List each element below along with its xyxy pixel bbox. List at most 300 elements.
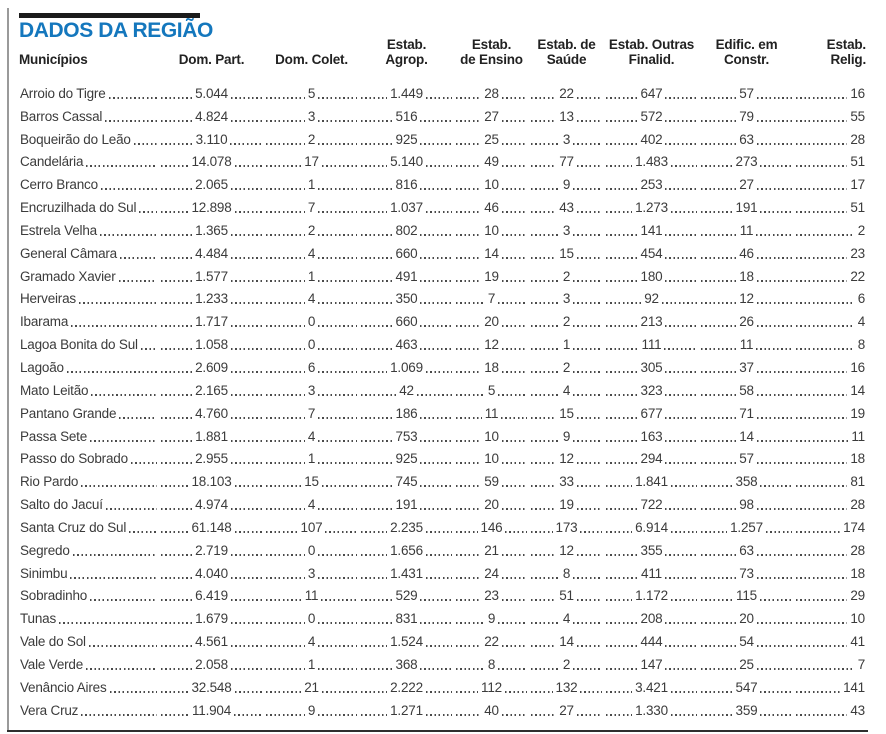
value-estab_agrop: 491: [395, 268, 418, 284]
dot-leader: [456, 371, 481, 373]
cell-estab_agrop: [359, 125, 454, 148]
dot-leader: [498, 302, 527, 304]
dot-leader: [701, 691, 733, 693]
cell-estab_outras_finalid: [604, 193, 699, 216]
dot-leader: [266, 417, 305, 419]
value-estab_outras_finalid: 677: [640, 405, 663, 421]
dot-leader: [231, 622, 262, 624]
municipio-name: Passa Sete: [20, 428, 88, 444]
cell-municipio: [19, 125, 159, 148]
dot-leader: [231, 440, 262, 442]
dot-leader: [796, 645, 847, 647]
value-estab_de_saude: 13: [559, 108, 574, 124]
cell-estab_de_ensino: [454, 536, 529, 559]
value-edific_em_constr: 273: [735, 154, 758, 170]
column-header-edific_em_constr: Edific. em Constr.: [715, 37, 778, 67]
dot-leader: [325, 531, 357, 533]
dot-leader: [456, 462, 481, 464]
dot-leader: [606, 165, 632, 167]
value-dom_part: 4.484: [195, 245, 228, 261]
dot-leader: [361, 668, 393, 670]
dot-leader: [757, 143, 792, 145]
dot-leader: [796, 462, 847, 464]
cell-estab_outras_finalid: [604, 399, 699, 422]
dot-leader: [757, 622, 792, 624]
cell-municipio: [19, 467, 159, 490]
cell-estab_de_saude: [529, 193, 604, 216]
dot-leader: [606, 302, 641, 304]
dot-leader: [577, 645, 602, 647]
dot-leader: [756, 234, 792, 236]
cell-estab_outras_finalid: [604, 125, 699, 148]
dot-leader: [456, 531, 478, 533]
cell-estab_agrop: [359, 582, 454, 605]
dot-leader: [266, 348, 305, 350]
cell-estab_de_ensino: [454, 148, 529, 171]
cell-estab_de_saude: [529, 627, 604, 650]
value-dom_part: 2.058: [195, 656, 228, 672]
column-header-estab_outras_finalid: Estab. Outras Finalid.: [608, 37, 695, 67]
value-estab_relig: 43: [850, 702, 865, 718]
dot-leader: [361, 257, 393, 259]
value-edific_em_constr: 79: [739, 108, 754, 124]
dot-leader: [531, 165, 556, 167]
value-estab_outras_finalid: 213: [640, 314, 663, 330]
cell-municipio: [19, 399, 159, 422]
value-dom_part: 2.719: [195, 542, 228, 558]
dot-leader: [456, 417, 482, 419]
dot-leader: [456, 440, 481, 442]
dot-leader: [531, 417, 556, 419]
value-edific_em_constr: 63: [739, 131, 754, 147]
cell-estab_relig: [794, 627, 866, 650]
value-estab_outras_finalid: 253: [640, 177, 663, 193]
dot-leader: [361, 485, 393, 487]
dot-leader: [701, 211, 733, 213]
dot-leader: [577, 485, 602, 487]
cell-estab_de_ensino: [454, 102, 529, 125]
cell-estab_relig: [794, 399, 866, 422]
value-estab_outras_finalid: 444: [640, 634, 663, 650]
cell-estab_relig: [794, 193, 866, 216]
dot-leader: [665, 97, 697, 99]
table-row: [19, 399, 866, 422]
value-estab_de_saude: 22: [559, 85, 574, 101]
value-estab_outras_finalid: 572: [640, 108, 663, 124]
value-estab_de_saude: 3: [562, 222, 571, 238]
cell-estab_outras_finalid: [604, 627, 699, 650]
dot-leader: [89, 645, 157, 647]
dot-leader: [501, 417, 527, 419]
value-estab_agrop: 802: [395, 222, 418, 238]
dot-leader: [701, 668, 736, 670]
dot-leader: [573, 280, 602, 282]
value-estab_relig: 11: [851, 428, 865, 444]
cell-municipio: [19, 559, 159, 582]
value-estab_de_saude: 43: [559, 200, 574, 216]
cell-dom_part: [159, 79, 264, 102]
dot-leader: [531, 257, 556, 259]
table-row: [19, 239, 866, 262]
dot-leader: [231, 394, 262, 396]
value-estab_de_ensino: 146: [480, 519, 503, 535]
value-estab_relig: 6: [857, 291, 865, 307]
dot-leader: [161, 325, 192, 327]
cell-dom_colet: [264, 125, 359, 148]
dot-leader: [266, 211, 305, 213]
value-dom_colet: 4: [307, 245, 316, 261]
cell-municipio: [19, 422, 159, 445]
cell-dom_colet: [264, 79, 359, 102]
cell-dom_part: [159, 559, 264, 582]
dot-leader: [161, 508, 192, 510]
value-dom_colet: 17: [304, 154, 319, 170]
cell-edific_em_constr: [699, 399, 794, 422]
dot-leader: [161, 645, 192, 647]
dot-leader: [531, 645, 556, 647]
value-dom_part: 1.233: [195, 291, 228, 307]
column-header-municipios: Municípios: [19, 52, 88, 67]
value-estab_relig: 55: [850, 108, 865, 124]
dot-leader: [796, 531, 840, 533]
value-dom_colet: 6: [307, 359, 316, 375]
dot-leader: [318, 645, 357, 647]
cell-estab_outras_finalid: [604, 79, 699, 102]
cell-edific_em_constr: [699, 673, 794, 696]
cell-estab_de_ensino: [454, 490, 529, 513]
value-dom_part: 4.040: [195, 565, 228, 581]
dot-leader: [426, 211, 452, 213]
dot-leader: [456, 143, 481, 145]
dot-leader: [796, 211, 847, 213]
dot-leader: [796, 234, 855, 236]
cell-municipio: [19, 330, 159, 353]
cell-estab_outras_finalid: [604, 559, 699, 582]
dot-leader: [701, 257, 736, 259]
cell-dom_colet: [264, 262, 359, 285]
value-edific_em_constr: 63: [739, 542, 754, 558]
table-row: [19, 490, 866, 513]
dot-leader: [531, 120, 556, 122]
dot-leader: [573, 440, 602, 442]
municipio-name: Lagoão: [20, 359, 64, 375]
value-estab_outras_finalid: 208: [640, 611, 663, 627]
cell-estab_agrop: [359, 696, 454, 719]
cell-estab_relig: [794, 536, 866, 559]
page-title: DADOS DA REGIÃO: [19, 19, 213, 42]
dot-leader: [318, 234, 357, 236]
dot-leader: [606, 714, 632, 716]
cell-estab_relig: [794, 559, 866, 582]
dot-leader: [456, 348, 481, 350]
dot-leader: [456, 97, 481, 99]
value-estab_outras_finalid: 411: [641, 565, 662, 581]
municipio-name: Santa Cruz do Sul: [20, 519, 127, 535]
cell-estab_agrop: [359, 353, 454, 376]
value-estab_relig: 41: [850, 634, 865, 650]
dot-leader: [573, 325, 602, 327]
cell-estab_de_saude: [529, 239, 604, 262]
cell-edific_em_constr: [699, 559, 794, 582]
value-dom_colet: 9: [307, 702, 316, 718]
dot-leader: [231, 668, 262, 670]
value-dom_colet: 1: [307, 177, 316, 193]
dot-leader: [318, 417, 357, 419]
cell-estab_relig: [794, 125, 866, 148]
dot-leader: [456, 508, 481, 510]
dot-leader: [119, 417, 157, 419]
table-row: [19, 216, 866, 239]
dot-leader: [426, 531, 452, 533]
dot-leader: [322, 691, 357, 693]
cell-estab_outras_finalid: [604, 696, 699, 719]
cell-estab_de_ensino: [454, 696, 529, 719]
value-dom_colet: 4: [307, 497, 316, 513]
dot-leader: [671, 165, 697, 167]
value-edific_em_constr: 20: [739, 611, 754, 627]
dot-leader: [796, 97, 847, 99]
cell-municipio: [19, 582, 159, 605]
dot-leader: [796, 691, 840, 693]
value-estab_agrop: 1.069: [390, 359, 423, 375]
dot-leader: [665, 440, 697, 442]
cell-estab_agrop: [359, 559, 454, 582]
value-dom_part: 6.419: [195, 588, 228, 604]
value-estab_outras_finalid: 163: [640, 428, 663, 444]
cell-dom_colet: [264, 239, 359, 262]
value-estab_outras_finalid: 141: [640, 222, 663, 238]
cell-estab_relig: [794, 490, 866, 513]
dot-leader: [757, 97, 792, 99]
value-estab_de_ensino: 112: [481, 679, 502, 695]
cell-edific_em_constr: [699, 513, 794, 536]
value-estab_de_ensino: 14: [484, 245, 499, 261]
municipio-name: Venâncio Aires: [20, 679, 107, 695]
dot-leader: [361, 280, 393, 282]
cell-dom_colet: [264, 170, 359, 193]
cell-edific_em_constr: [699, 696, 794, 719]
dot-leader: [266, 257, 305, 259]
dot-leader: [671, 599, 697, 601]
value-dom_colet: 11: [304, 588, 319, 604]
value-estab_outras_finalid: 1.330: [635, 702, 668, 718]
dot-leader: [161, 234, 192, 236]
dot-leader: [318, 462, 357, 464]
column-header-dom_part: Dom. Part.: [178, 52, 245, 67]
dot-leader: [577, 257, 602, 259]
dot-leader: [701, 188, 736, 190]
value-edific_em_constr: 71: [739, 405, 754, 421]
dot-leader: [129, 531, 157, 533]
municipio-name: Rio Pardo: [20, 474, 79, 490]
value-edific_em_constr: 37: [739, 359, 754, 375]
value-estab_agrop: 925: [395, 451, 418, 467]
value-estab_relig: 81: [850, 474, 865, 490]
cell-estab_de_saude: [529, 307, 604, 330]
table-row: [19, 696, 866, 719]
value-edific_em_constr: 25: [739, 656, 754, 672]
dot-leader: [231, 348, 262, 350]
cell-edific_em_constr: [699, 170, 794, 193]
cell-estab_agrop: [359, 376, 454, 399]
dot-leader: [322, 165, 357, 167]
dot-leader: [665, 188, 697, 190]
value-edific_em_constr: 26: [739, 314, 754, 330]
cell-estab_agrop: [359, 513, 454, 536]
cell-edific_em_constr: [699, 536, 794, 559]
dot-leader: [86, 165, 157, 167]
dot-leader: [456, 165, 481, 167]
cell-dom_colet: [264, 376, 359, 399]
table-row: [19, 353, 866, 376]
cell-estab_relig: [794, 285, 866, 308]
dot-leader: [531, 599, 556, 601]
dot-leader: [266, 143, 305, 145]
value-estab_agrop: 925: [395, 131, 418, 147]
dot-leader: [531, 531, 553, 533]
dot-leader: [426, 691, 452, 693]
dot-leader: [426, 554, 452, 556]
cell-estab_agrop: [359, 330, 454, 353]
dot-leader: [361, 599, 393, 601]
value-estab_de_saude: 27: [559, 702, 574, 718]
dot-leader: [361, 440, 393, 442]
cell-dom_part: [159, 650, 264, 673]
cell-estab_outras_finalid: [604, 490, 699, 513]
value-dom_part: 2.065: [195, 177, 228, 193]
cell-estab_agrop: [359, 536, 454, 559]
dot-leader: [361, 120, 393, 122]
value-estab_relig: 22: [850, 268, 865, 284]
value-estab_de_ensino: 20: [484, 497, 499, 513]
dot-leader: [361, 143, 393, 145]
dot-leader: [502, 97, 527, 99]
dot-leader: [766, 531, 792, 533]
dot-leader: [671, 691, 697, 693]
value-estab_de_saude: 14: [559, 634, 574, 650]
dot-leader: [502, 234, 527, 236]
cell-estab_de_ensino: [454, 376, 529, 399]
value-estab_agrop: 831: [395, 611, 418, 627]
dot-leader: [231, 554, 262, 556]
dot-leader: [665, 257, 697, 259]
dot-leader: [161, 120, 192, 122]
dot-leader: [577, 554, 602, 556]
cell-dom_colet: [264, 307, 359, 330]
dot-leader: [577, 462, 602, 464]
dot-leader: [502, 257, 527, 259]
value-dom_colet: 3: [307, 565, 316, 581]
cell-estab_outras_finalid: [604, 170, 699, 193]
value-estab_de_ensino: 12: [484, 337, 499, 353]
dot-leader: [606, 599, 632, 601]
dot-leader: [420, 188, 452, 190]
value-dom_part: 4.561: [195, 634, 228, 650]
dot-leader: [757, 462, 792, 464]
dot-leader: [502, 143, 527, 145]
dot-leader: [266, 531, 298, 533]
value-edific_em_constr: 11: [739, 337, 754, 353]
cell-estab_outras_finalid: [604, 353, 699, 376]
dot-leader: [498, 394, 527, 396]
value-edific_em_constr: 54: [739, 634, 754, 650]
dot-leader: [665, 143, 697, 145]
dot-leader: [796, 508, 847, 510]
dot-leader: [420, 599, 452, 601]
cell-dom_part: [159, 422, 264, 445]
dot-leader: [531, 462, 556, 464]
cell-estab_outras_finalid: [604, 262, 699, 285]
cell-edific_em_constr: [699, 376, 794, 399]
value-estab_de_ensino: 18: [484, 359, 499, 375]
dot-leader: [101, 188, 157, 190]
dot-leader: [266, 577, 305, 579]
dot-leader: [502, 577, 527, 579]
dot-leader: [665, 668, 697, 670]
cell-estab_agrop: [359, 216, 454, 239]
dot-leader: [456, 485, 481, 487]
value-estab_outras_finalid: 92: [644, 291, 659, 307]
dot-leader: [161, 714, 189, 716]
dot-leader: [760, 165, 792, 167]
dot-leader: [361, 234, 393, 236]
value-estab_outras_finalid: 6.914: [635, 519, 668, 535]
dot-leader: [502, 211, 527, 213]
value-estab_relig: 18: [850, 565, 865, 581]
value-estab_agrop: 463: [395, 337, 418, 353]
dot-leader: [606, 348, 639, 350]
dot-leader: [361, 554, 387, 556]
dot-leader: [420, 257, 452, 259]
value-dom_colet: 0: [307, 611, 316, 627]
table-row: [19, 627, 866, 650]
cell-estab_de_saude: [529, 582, 604, 605]
cell-estab_relig: [794, 79, 866, 102]
cell-dom_colet: [264, 422, 359, 445]
dot-leader: [757, 417, 792, 419]
value-dom_colet: 2: [307, 222, 316, 238]
dot-leader: [606, 120, 638, 122]
cell-dom_colet: [264, 353, 359, 376]
cell-estab_de_ensino: [454, 513, 529, 536]
value-estab_agrop: 2.222: [390, 679, 423, 695]
dot-leader: [318, 302, 357, 304]
table-row: [19, 307, 866, 330]
dot-leader: [420, 508, 452, 510]
dot-leader: [318, 257, 357, 259]
dot-leader: [573, 143, 602, 145]
value-estab_relig: 51: [850, 154, 865, 170]
cell-dom_part: [159, 239, 264, 262]
dot-leader: [701, 531, 727, 533]
value-estab_de_saude: 19: [559, 497, 574, 513]
value-estab_de_ensino: 24: [484, 565, 499, 581]
dot-leader: [671, 531, 697, 533]
dot-leader: [606, 325, 638, 327]
dot-leader: [665, 234, 697, 236]
cell-edific_em_constr: [699, 490, 794, 513]
cell-municipio: [19, 445, 159, 468]
dot-leader: [420, 302, 452, 304]
value-dom_colet: 4: [307, 428, 316, 444]
cell-edific_em_constr: [699, 330, 794, 353]
dot-leader: [361, 417, 393, 419]
value-dom_part: 32.548: [191, 679, 232, 695]
dot-leader: [701, 645, 736, 647]
cell-estab_relig: [794, 604, 866, 627]
value-edific_em_constr: 358: [735, 474, 758, 490]
dot-leader: [606, 645, 638, 647]
